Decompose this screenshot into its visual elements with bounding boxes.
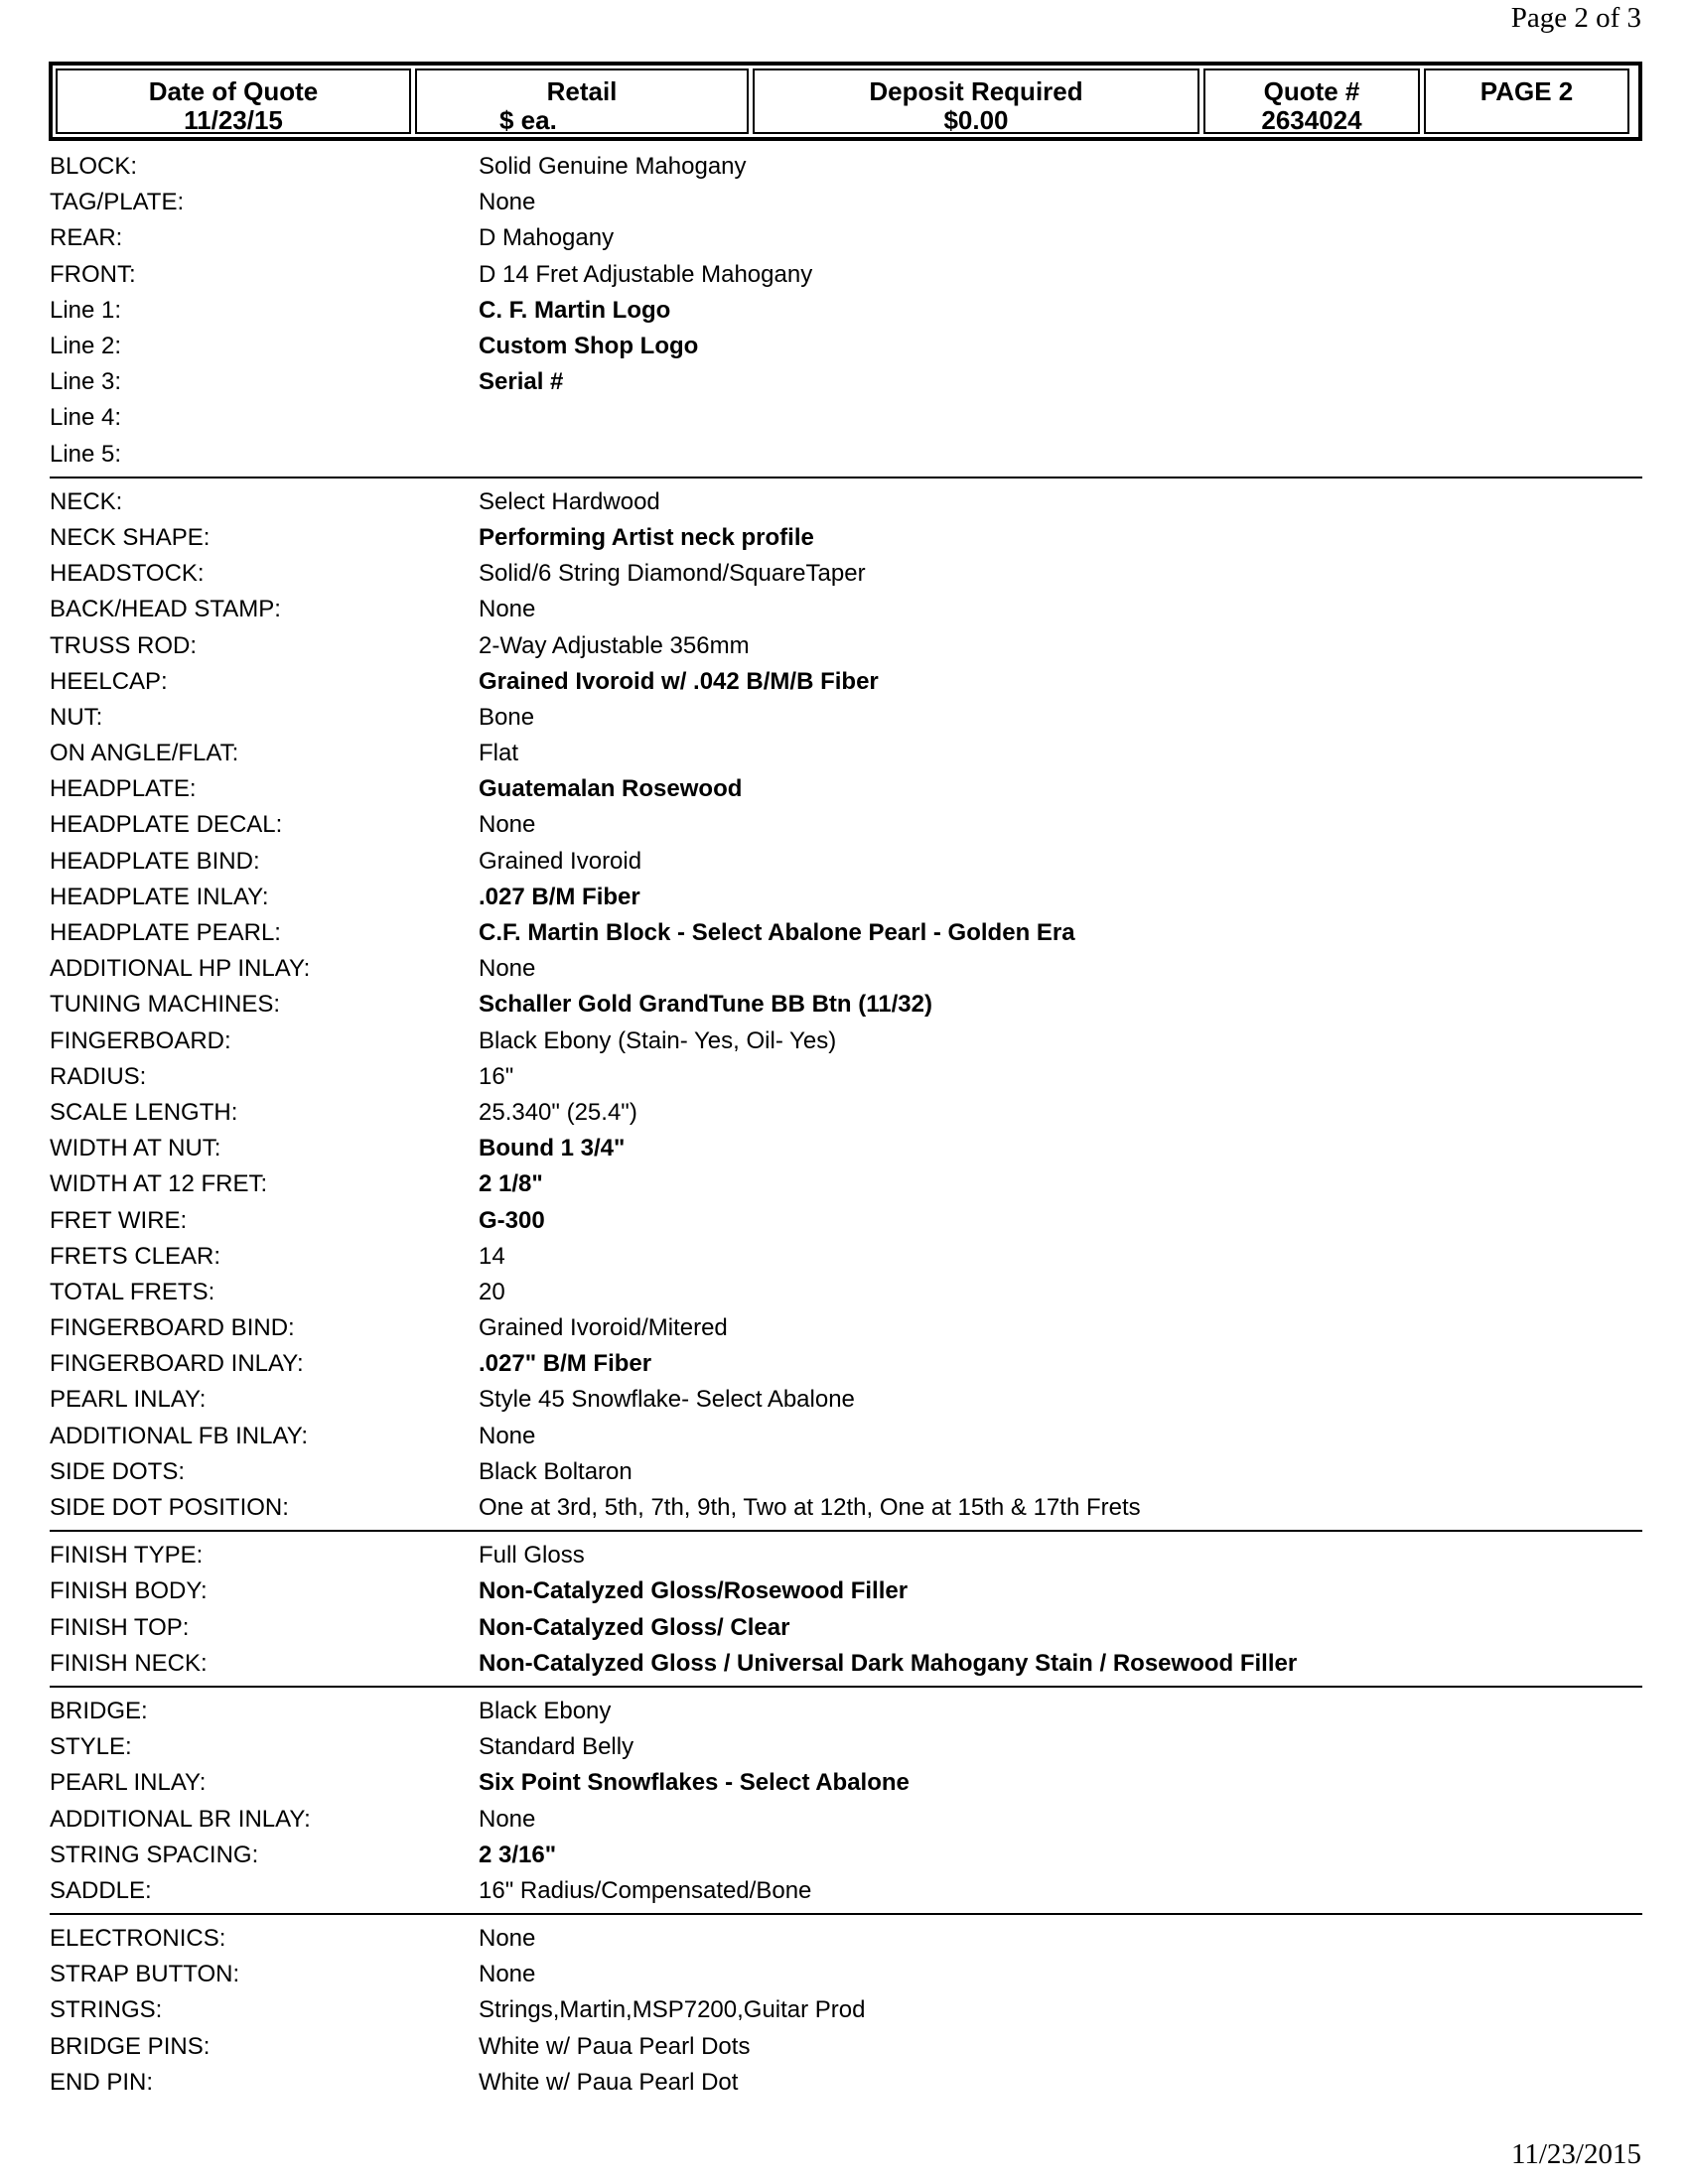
spec-label: FINISH BODY: — [50, 1577, 208, 1605]
spec-value: None — [479, 596, 536, 623]
spec-row — [50, 484, 1642, 520]
spec-value: Strings,Martin,MSP7200,Guitar Prod — [479, 1996, 866, 2024]
spec-row — [50, 556, 1642, 592]
spec-label: PEARL INLAY: — [50, 1386, 207, 1414]
spec-label: STRING SPACING: — [50, 1841, 259, 1868]
spec-row — [50, 1346, 1642, 1382]
date-of-quote-cell — [56, 68, 411, 134]
page-indicator: Page 2 of 3 — [1510, 2, 1641, 34]
spec-value: Bone — [479, 703, 535, 731]
spec-row — [50, 1166, 1642, 1202]
page-label: PAGE 2 — [1479, 76, 1574, 106]
spec-value: None — [479, 1925, 536, 1953]
spec-section — [50, 1915, 1642, 2105]
spec-value: D Mahogany — [479, 224, 615, 252]
spec-row — [50, 664, 1642, 700]
spec-label: ADDITIONAL BR INLAY: — [50, 1805, 311, 1833]
spec-row — [50, 1921, 1642, 1957]
spec-section — [50, 1688, 1642, 1915]
spec-label: HEADPLATE DECAL: — [50, 811, 283, 839]
spec-label: ADDITIONAL FB INLAY: — [50, 1422, 309, 1449]
spec-label: HEADPLATE PEARL: — [50, 919, 281, 947]
retail-cell — [415, 68, 749, 134]
spec-row — [50, 185, 1642, 220]
spec-row — [50, 520, 1642, 556]
spec-label: STRAP BUTTON: — [50, 1961, 240, 1988]
spec-row — [50, 329, 1642, 364]
spec-row — [50, 1059, 1642, 1095]
spec-label: FRONT: — [50, 260, 136, 288]
spec-label: TOTAL FRETS: — [50, 1278, 215, 1305]
spec-label: FINGERBOARD BIND: — [50, 1314, 295, 1342]
spec-value: Grained Ivoroid/Mitered — [479, 1314, 728, 1342]
spec-row — [50, 915, 1642, 951]
spec-row — [50, 1873, 1642, 1909]
spec-label: HEADPLATE: — [50, 775, 197, 803]
spec-section — [50, 478, 1642, 1532]
deposit-required-label: Deposit Required — [869, 76, 1083, 106]
spec-label: FINISH NECK: — [50, 1649, 208, 1677]
quote-number-value: 2634024 — [1261, 105, 1362, 135]
spec-row — [50, 1610, 1642, 1646]
spec-row — [50, 1538, 1642, 1573]
spec-row — [50, 1239, 1642, 1275]
spec-label: Line 5: — [50, 440, 122, 468]
spec-value: Flat — [479, 740, 519, 767]
spec-row — [50, 293, 1642, 329]
spec-label: FINISH TYPE: — [50, 1542, 204, 1570]
spec-row — [50, 1490, 1642, 1526]
spec-label: FINGERBOARD: — [50, 1026, 231, 1054]
spec-label: Line 4: — [50, 404, 122, 432]
spec-value: Custom Shop Logo — [479, 333, 699, 360]
spec-value: Full Gloss — [479, 1542, 585, 1570]
deposit-required-value: $0.00 — [943, 105, 1009, 135]
spec-label: Line 2: — [50, 333, 122, 360]
quote-number-label: Quote # — [1263, 76, 1360, 106]
date-of-quote-label: Date of Quote — [148, 76, 319, 106]
spec-value: White w/ Paua Pearl Dots — [479, 2032, 751, 2060]
spec-row — [50, 1419, 1642, 1454]
spec-row — [50, 700, 1642, 736]
spec-value: Solid Genuine Mahogany — [479, 153, 747, 181]
retail-value: $ ea. — [499, 105, 557, 135]
spec-label: SIDE DOT POSITION: — [50, 1494, 289, 1522]
spec-label: HEADPLATE BIND: — [50, 847, 260, 875]
spec-value: Performing Artist neck profile — [479, 523, 814, 551]
spec-label: HEADPLATE INLAY: — [50, 883, 269, 910]
spec-row — [50, 627, 1642, 663]
spec-value: 2 3/16" — [479, 1841, 557, 1868]
retail-label: Retail — [546, 76, 618, 106]
spec-row — [50, 1729, 1642, 1765]
spec-row — [50, 771, 1642, 807]
spec-value: None — [479, 955, 536, 983]
spec-value: Black Ebony (Stain- Yes, Oil- Yes) — [479, 1026, 837, 1054]
spec-value: 14 — [479, 1242, 505, 1270]
spec-row — [50, 1801, 1642, 1837]
spec-row — [50, 1646, 1642, 1682]
spec-value: C. F. Martin Logo — [479, 296, 671, 324]
spec-label: SADDLE: — [50, 1876, 152, 1904]
spec-row — [50, 1573, 1642, 1609]
spec-row — [50, 1838, 1642, 1873]
spec-value: 16" — [479, 1062, 514, 1090]
spec-value: 20 — [479, 1278, 505, 1305]
spec-value: Black Ebony — [479, 1697, 612, 1724]
spec-section — [50, 149, 1642, 478]
spec-label: BLOCK: — [50, 153, 138, 181]
spec-value: Standard Belly — [479, 1733, 634, 1761]
spec-label: FINISH TOP: — [50, 1613, 190, 1641]
deposit-required-cell — [753, 68, 1199, 134]
spec-label: BACK/HEAD STAMP: — [50, 596, 281, 623]
spec-row — [50, 2029, 1642, 2065]
spec-value: Select Hardwood — [479, 487, 660, 515]
spec-label: WIDTH AT NUT: — [50, 1135, 221, 1162]
spec-label: WIDTH AT 12 FRET: — [50, 1170, 268, 1198]
spec-label: NECK SHAPE: — [50, 523, 211, 551]
spec-row — [50, 364, 1642, 400]
spec-label: TAG/PLATE: — [50, 189, 185, 216]
spec-value: 16" Radius/Compensated/Bone — [479, 1876, 812, 1904]
spec-value: Style 45 Snowflake- Select Abalone — [479, 1386, 855, 1414]
spec-label: HEADSTOCK: — [50, 560, 205, 588]
spec-value: D 14 Fret Adjustable Mahogany — [479, 260, 813, 288]
quote-header-table — [49, 62, 1642, 141]
spec-label: FRETS CLEAR: — [50, 1242, 221, 1270]
page-label-cell — [1424, 68, 1629, 134]
spec-row — [50, 1382, 1642, 1418]
spec-row — [50, 149, 1642, 185]
spec-label: ON ANGLE/FLAT: — [50, 740, 239, 767]
spec-label: TRUSS ROD: — [50, 631, 198, 659]
spec-label: PEARL INLAY: — [50, 1769, 207, 1797]
spec-value: None — [479, 1961, 536, 1988]
spec-row — [50, 1202, 1642, 1238]
footer-date: 11/23/2015 — [1510, 2138, 1641, 2170]
spec-row — [50, 951, 1642, 987]
spec-row — [50, 1275, 1642, 1310]
spec-row — [50, 1765, 1642, 1801]
spec-sheet — [50, 149, 1642, 2105]
spec-row — [50, 592, 1642, 627]
spec-value: Bound 1 3/4" — [479, 1135, 626, 1162]
spec-value: None — [479, 1422, 536, 1449]
spec-value: None — [479, 1805, 536, 1833]
spec-value: 25.340" (25.4") — [479, 1098, 637, 1126]
spec-row — [50, 880, 1642, 915]
spec-section — [50, 1532, 1642, 1688]
spec-row — [50, 1992, 1642, 2028]
spec-label: ELECTRONICS: — [50, 1925, 226, 1953]
quote-number-cell — [1203, 68, 1420, 134]
spec-row — [50, 1957, 1642, 1992]
spec-label: BRIDGE: — [50, 1697, 148, 1724]
spec-value: Grained Ivoroid — [479, 847, 642, 875]
spec-label: HEELCAP: — [50, 667, 168, 695]
spec-label: Line 1: — [50, 296, 122, 324]
spec-label: SCALE LENGTH: — [50, 1098, 238, 1126]
spec-value: 2-Way Adjustable 356mm — [479, 631, 750, 659]
spec-value: Non-Catalyzed Gloss / Universal Dark Mahogany Stain / Rosewood Filler — [479, 1649, 1298, 1677]
spec-value: Six Point Snowflakes - Select Abalone — [479, 1769, 910, 1797]
spec-value: .027 B/M Fiber — [479, 883, 640, 910]
spec-label: TUNING MACHINES: — [50, 991, 281, 1019]
spec-value: Solid/6 String Diamond/SquareTaper — [479, 560, 866, 588]
spec-value: Schaller Gold GrandTune BB Btn (11/32) — [479, 991, 932, 1019]
spec-row — [50, 257, 1642, 293]
spec-row — [50, 736, 1642, 771]
spec-label: RADIUS: — [50, 1062, 147, 1090]
spec-label: FRET WIRE: — [50, 1206, 188, 1234]
date-of-quote-value: 11/23/15 — [184, 105, 283, 135]
spec-label: NUT: — [50, 703, 103, 731]
spec-value: Serial # — [479, 368, 564, 396]
spec-label: Line 3: — [50, 368, 122, 396]
spec-value: 2 1/8" — [479, 1170, 543, 1198]
spec-row — [50, 1310, 1642, 1346]
spec-label: STYLE: — [50, 1733, 132, 1761]
spec-row — [50, 437, 1642, 473]
spec-value: None — [479, 189, 536, 216]
spec-label: BRIDGE PINS: — [50, 2032, 211, 2060]
spec-row — [50, 2065, 1642, 2101]
spec-value: One at 3rd, 5th, 7th, 9th, Two at 12th, One at 15th & 17th Frets — [479, 1494, 1141, 1522]
spec-row — [50, 1454, 1642, 1490]
spec-label: STRINGS: — [50, 1996, 163, 2024]
spec-label: SIDE DOTS: — [50, 1457, 186, 1485]
spec-value: None — [479, 811, 536, 839]
spec-value: C.F. Martin Block - Select Abalone Pearl - Golden Era — [479, 919, 1075, 947]
spec-label: FINGERBOARD INLAY: — [50, 1350, 304, 1378]
spec-value: .027" B/M Fiber — [479, 1350, 652, 1378]
spec-row — [50, 807, 1642, 843]
spec-row — [50, 1694, 1642, 1729]
spec-value: Grained Ivoroid w/ .042 B/M/B Fiber — [479, 667, 879, 695]
spec-row — [50, 1095, 1642, 1131]
spec-row — [50, 987, 1642, 1023]
spec-value: White w/ Paua Pearl Dot — [479, 2068, 739, 2096]
spec-value: Non-Catalyzed Gloss/ Clear — [479, 1613, 790, 1641]
spec-label: REAR: — [50, 224, 123, 252]
spec-row — [50, 1024, 1642, 1059]
spec-row — [50, 1131, 1642, 1166]
spec-value: Black Boltaron — [479, 1457, 633, 1485]
spec-row — [50, 220, 1642, 256]
spec-row — [50, 400, 1642, 436]
spec-label: END PIN: — [50, 2068, 154, 2096]
spec-value: Non-Catalyzed Gloss/Rosewood Filler — [479, 1577, 909, 1605]
spec-label: NECK: — [50, 487, 123, 515]
spec-value: Guatemalan Rosewood — [479, 775, 743, 803]
spec-row — [50, 844, 1642, 880]
spec-label: ADDITIONAL HP INLAY: — [50, 955, 311, 983]
spec-value: G-300 — [479, 1206, 545, 1234]
